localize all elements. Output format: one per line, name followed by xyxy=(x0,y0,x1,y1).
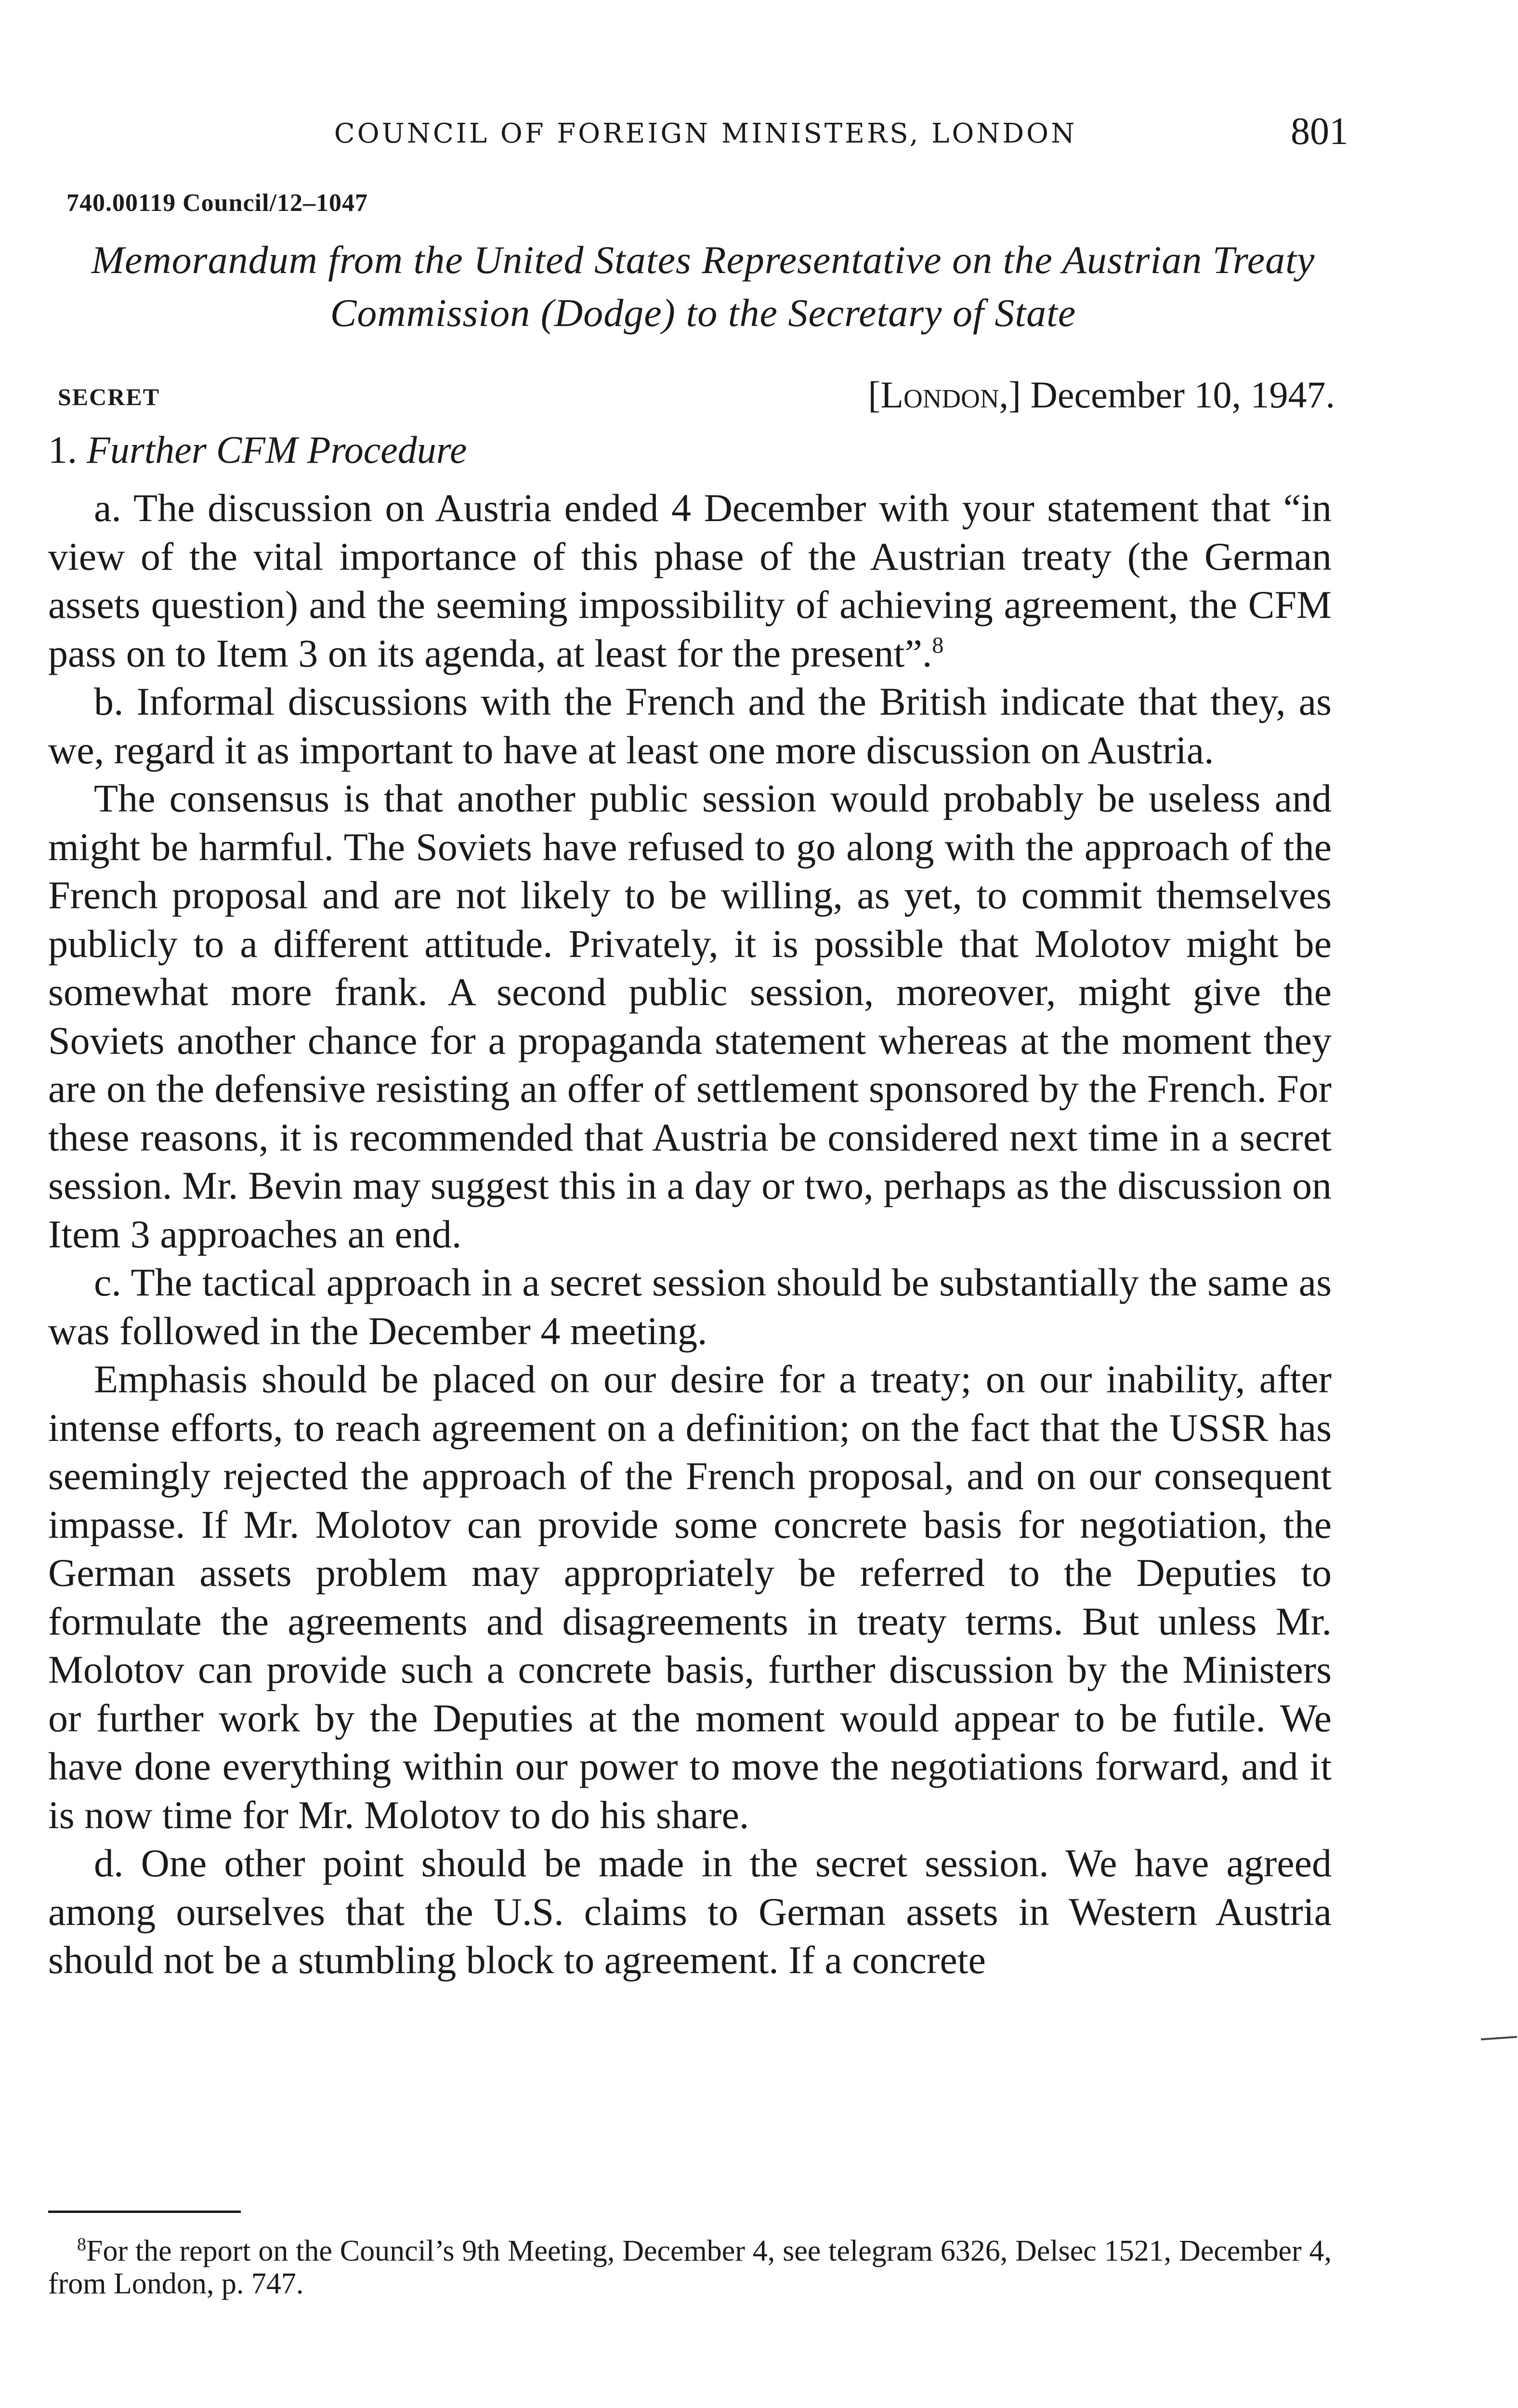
footnote-marker: 8 xyxy=(77,2234,86,2255)
dateline xyxy=(868,373,1335,417)
section-heading xyxy=(48,429,467,472)
body-text xyxy=(48,484,1332,1985)
paragraph-a xyxy=(48,484,1332,678)
classification-label: SECRET xyxy=(58,383,160,410)
running-head: COUNCIL OF FOREIGN MINISTERS, LONDON xyxy=(334,118,1077,149)
dateline-place: London xyxy=(880,374,999,416)
footnote xyxy=(48,2235,1332,2300)
paragraph-b-continued: The consensus is that another public session would probably be useless and might be harmful. The Soviets have refused to go along with the approach of the French proposal and are not likely to be willing, as yet, to commit themselves publicly to a different attitude. Privately, it is possible that Molotov might be somewhat more frank. A second public session, moreover, might give the Soviets another chance for a propaganda statement whereas at the moment they are on the defensive resisting an offer of settlement sponsored by the French. For these reasons, it is recommended that Austria be considered next time in a secret session. Mr. Bevin may suggest this in a day or two, perhaps as the discussion on Item 3 approaches an end. xyxy=(48,776,1332,1256)
footnote-rule xyxy=(48,2211,241,2213)
paragraph-d: d. One other point should be made in the secret session. We have agreed among ourselves that the U.S. claims to German assets in Western Austria should not be a stumbling block to agreement. If a concrete xyxy=(48,1841,1332,1982)
section-number: 1. xyxy=(48,429,77,471)
file-number: 740.00119 Council/12–1047 xyxy=(66,189,368,217)
margin-mark xyxy=(1481,2036,1517,2040)
footnote-text: For the report on the Council’s 9th Meeting, December 4, see telegram 6326, Delsec 1521, December 4, from London, p. 747. xyxy=(48,2235,1332,2300)
paragraph-a-text: a. The discussion on Austria ended 4 December with your statement that “in view of the vital importance of this phase of the Austrian treaty (the German assets question) and the seeming impossibility of achieving agreement, the CFM pass on to Item 3 on its agenda, at least for the present”. xyxy=(48,486,1332,675)
document-title: Memorandum from the United States Representative on the Austrian Treaty Commission (Dodge) to the Secretary of State xyxy=(91,238,1315,335)
dateline-bracket-close: ,] xyxy=(999,374,1021,416)
section-title: Further CFM Procedure xyxy=(87,429,467,471)
dateline-date: December 10, 1947. xyxy=(1030,374,1335,416)
footnote-reference: 8 xyxy=(932,632,944,658)
page-number: 801 xyxy=(1291,110,1348,153)
paragraph-c-continued: Emphasis should be placed on our desire for a treaty; on our inability, after intense efforts, to reach agreement on a definition; on the fact that the USSR has seemingly rejected the approach of the French proposal, and on our consequent impasse. If Mr. Molotov can provide some concrete basis for negotiation, the German assets problem may appropriately be referred to the Deputies to formulate the agreements and disagreements in treaty terms. But unless Mr. Molotov can provide such a concrete basis, further discussion by the Ministers or further work by the Deputies at the moment would appear to be futile. We have done everything within our power to move the negotiations forward, and it is now time for Mr. Molotov to do his share. xyxy=(48,1357,1332,1837)
paragraph-b: b. Informal discussions with the French and the British indicate that they, as we, regard it as important to have at least one more discussion on Austria. xyxy=(48,680,1332,772)
paragraph-c: c. The tactical approach in a secret session should be substantially the same as was followed in the December 4 meeting. xyxy=(48,1260,1332,1353)
dateline-bracket-open: [ xyxy=(868,374,881,416)
